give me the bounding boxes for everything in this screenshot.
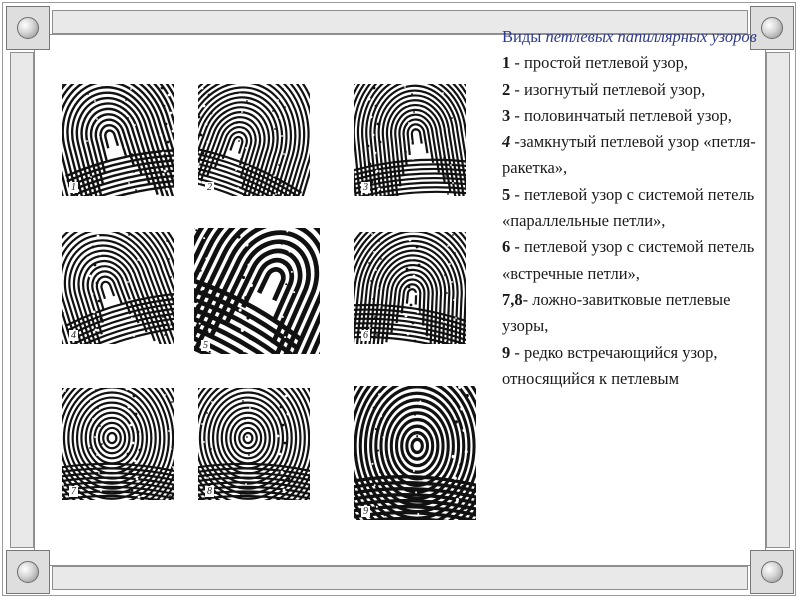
fingerprint-9: [354, 386, 476, 520]
knob-icon: [17, 561, 39, 583]
fingerprint-ridges: [62, 84, 174, 196]
heading-italic: петлевых папиллярных узоров: [545, 27, 757, 46]
item-number: 7,8: [502, 289, 523, 309]
fingerprint-number: 2: [207, 182, 212, 193]
list-item: [502, 50, 764, 76]
fingerprint-1: [62, 84, 174, 196]
item-text: - петлевой узор с системой петель «параллельные петли»,: [502, 184, 755, 231]
fingerprint-number: 5: [203, 340, 208, 351]
item-text: -замкнутый петлевой узор «петля-ракетка»,: [502, 132, 756, 178]
fingerprint-7: [62, 388, 174, 500]
fingerprint-2: [198, 84, 310, 196]
knob-icon: [761, 17, 783, 39]
fingerprint-ridges: [198, 84, 310, 196]
fingerprint-6: [354, 232, 466, 344]
fingerprint-number: 3: [363, 182, 368, 193]
item-number: 2: [502, 79, 511, 99]
frame-inner-line-left: [34, 34, 35, 566]
fingerprint-8: [198, 388, 310, 500]
frame-right-bar: [766, 52, 790, 548]
fingerprint-ridges: [62, 388, 174, 500]
list-item: [502, 129, 764, 182]
fingerprint-ridges: [354, 232, 466, 344]
fingerprint-ridges: [354, 84, 466, 196]
list-item: [502, 234, 764, 287]
fingerprint-number: 1: [71, 182, 76, 193]
item-number: 3: [502, 105, 511, 125]
fingerprint-number: 8: [207, 486, 212, 497]
list-item: [502, 287, 764, 340]
frame-left-bar: [10, 52, 34, 548]
frame-inner-line-right: [765, 34, 766, 566]
heading-prefix: Виды: [502, 27, 546, 46]
knob-icon: [761, 561, 783, 583]
description-text: [502, 24, 764, 392]
fingerprint-ridges: [198, 388, 310, 500]
fingerprint-3: [354, 84, 466, 196]
list-item: [502, 182, 764, 235]
item-text: - ложно-завитковые петлевые узоры,: [502, 289, 731, 336]
frame-inner-line-bottom: [34, 565, 766, 566]
item-text: - редко встречающийся узор, относящийся к петлевым: [502, 342, 718, 388]
list-item: [502, 77, 764, 103]
corner-knob-bottom-left: [6, 550, 50, 594]
item-number: 6: [502, 237, 511, 257]
frame-bottom-bar: [52, 566, 748, 590]
corner-knob-bottom-right: [750, 550, 794, 594]
list-item: [502, 340, 764, 393]
item-text: - изогнутый петлевой узор,: [510, 79, 706, 99]
fingerprint-number: 4: [71, 330, 76, 341]
knob-icon: [17, 17, 39, 39]
item-number: 5: [502, 184, 511, 204]
fingerprint-ridges: [194, 228, 320, 354]
fingerprint-number: 9: [363, 506, 368, 517]
item-number: 4: [502, 132, 511, 152]
fingerprint-4: [62, 232, 174, 344]
corner-knob-top-left: [6, 6, 50, 50]
fingerprint-number: 6: [363, 330, 368, 341]
slide-heading: [502, 24, 764, 50]
item-text: - половинчатый петлевой узор,: [510, 105, 732, 125]
item-text: - петлевой узор с системой петель «встречные петли»,: [502, 237, 755, 283]
fingerprint-5: [194, 228, 320, 354]
item-number: 1: [502, 53, 511, 73]
item-number: 9: [502, 342, 511, 362]
fingerprint-ridges: [354, 386, 476, 520]
item-text: - простой петлевой узор,: [510, 53, 688, 73]
fingerprint-ridges: [62, 232, 174, 344]
list-item: [502, 103, 764, 129]
fingerprint-number: 7: [71, 486, 76, 497]
